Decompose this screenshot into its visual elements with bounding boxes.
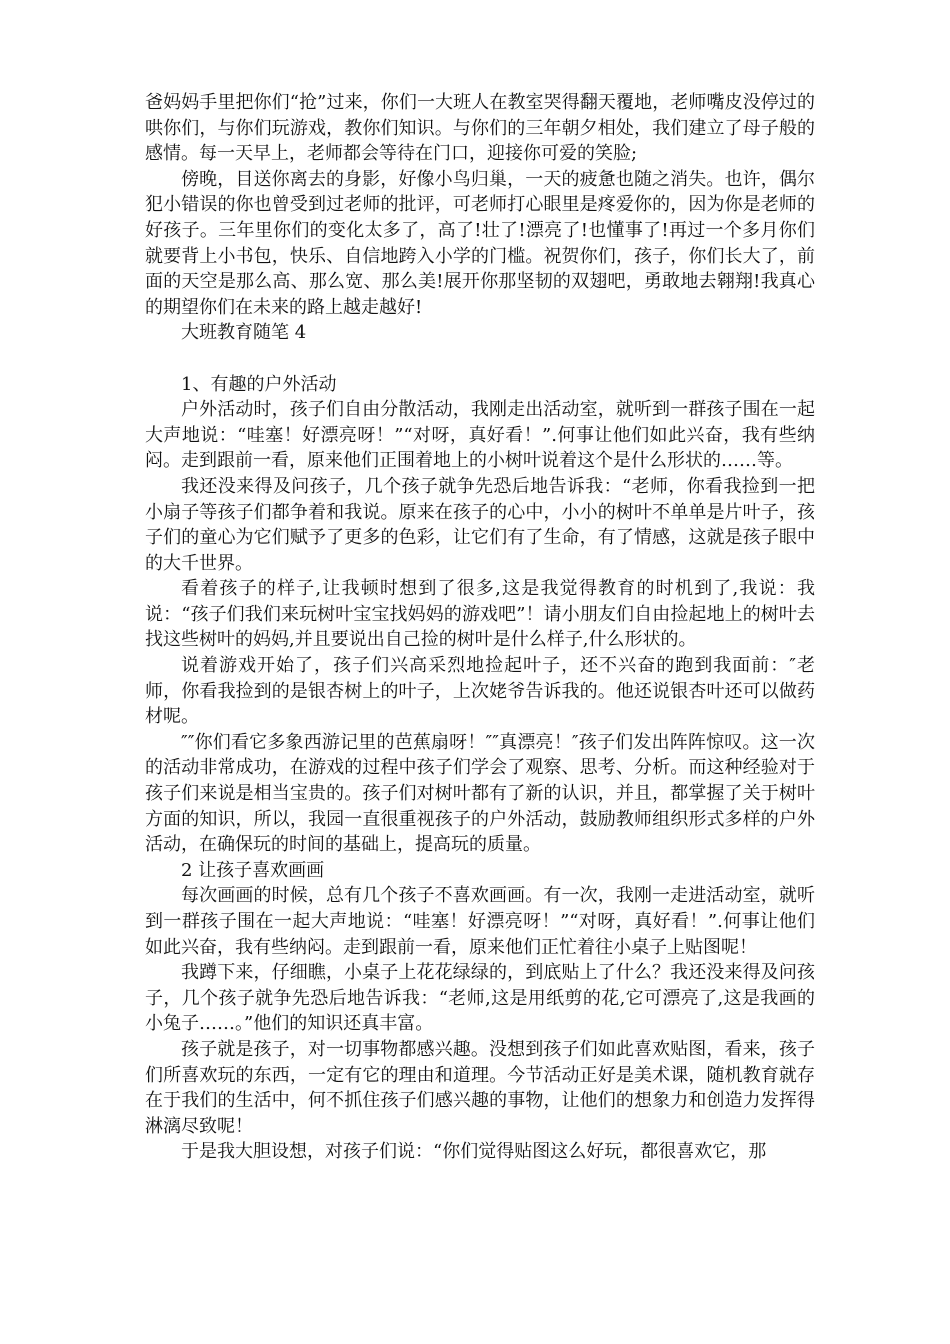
- section-heading: 1、有趣的户外活动: [181, 373, 337, 395]
- paragraph: 孩子就是孩子，对一切事物都感兴趣。没想到孩子们如此喜欢贴图，看来，孩子们所喜欢玩的东西，一定有它的理由和道理。今节活动正好是美术课，随机教育就存在于我们的生活中，何不抓住孩子们感兴趣的事物，让他们的想象力和创造力发挥得淋漓尽致呢！: [145, 1038, 815, 1137]
- blank-line: [145, 346, 815, 372]
- paragraph: 我还没来得及问孩子，几个孩子就争先恐后地告诉我：“老师，你看我捡到一把小扇子等孩子们都争着和我说。原来在孩子的心中，小小的树叶不单单是片叶子，孩子们的童心为它们赋予了更多的色彩，让它们有了生命，有了情感，这就是孩子眼中的大千世界。: [145, 475, 815, 574]
- paragraph: 说着游戏开始了，孩子们兴高采烈地捡起叶子，还不兴奋的跑到我面前：″老师，你看我捡到的是银杏树上的叶子，上次姥爷告诉我的。他还说银杏叶还可以做药材呢。: [145, 655, 815, 728]
- document-page: [145, 90, 815, 1165]
- paragraph: 户外活动时，孩子们自由分散活动，我刚走出活动室，就听到一群孩子围在一起大声地说：“哇塞！好漂亮呀！”“对呀，真好看！”.何事让他们如此兴奋，我有些纳闷。走到跟前一看，原来他们正围着地上的小树叶说着这个是什么形状的……等。: [145, 399, 815, 472]
- paragraph: 于是我大胆设想，对孩子们说：“你们觉得贴图这么好玩，都很喜欢它，那: [181, 1141, 767, 1163]
- paragraph: 傍晚，目送你离去的身影，好像小鸟归巢，一天的疲惫也随之消失。也许，偶尔犯小错误的你也曾受到过老师的批评，可老师打心眼里是疼爱你的，因为你是老师的好孩子。三年里你们的变化太多了，高了!壮了!漂亮了!也懂事了!再过一个多月你们就要背上小书包，快乐、自信地跨入小学的门槛。祝贺你们，孩子，你们长大了，前面的天空是那么高、那么宽、那么美!展开你那坚韧的双翅吧，勇敢地去翱翔!我真心的期望你们在未来的路上越走越好!: [145, 168, 815, 318]
- section-heading: 2 让孩子喜欢画画: [181, 859, 325, 881]
- section-heading: 大班教育随笔 4: [181, 322, 307, 344]
- paragraph: 每次画画的时候，总有几个孩子不喜欢画画。有一次，我刚一走进活动室，就听到一群孩子围在一起大声地说：“哇塞！好漂亮呀！”“对呀，真好看！”.何事让他们如此兴奋，我有些纳闷。走到跟前一看，原来他们正忙着往小桌子上贴图呢！: [145, 885, 815, 958]
- paragraph: 爸妈妈手里把你们“抢”过来，你们一大班人在教室哭得翻天覆地，老师嘴皮没停过的哄你们，与你们玩游戏，教你们知识。与你们的三年朝夕相处，我们建立了母子般的感情。每一天早上，老师都会等待在门口，迎接你可爱的笑脸;: [145, 92, 815, 165]
- paragraph: ″″你们看它多象西游记里的芭蕉扇呀！″″真漂亮！″孩子们发出阵阵惊叹。这一次的活动非常成功，在游戏的过程中孩子们学会了观察、思考、分析。而这种经验对于孩子们来说是相当宝贵的。孩子们对树叶都有了新的认识，并且，都掌握了关于树叶方面的知识，所以，我园一直很重视孩子的户外活动，鼓励教师组织形式多样的户外活动，在确保玩的时间的基础上，提高玩的质量。: [145, 731, 815, 856]
- paragraph: 我蹲下来，仔细瞧，小桌子上花花绿绿的，到底贴上了什么？我还没来得及问孩子，几个孩子就争先恐后地告诉我：“老师,这是用纸剪的花,它可漂亮了,这是我画的小兔子……。”他们的知识还真丰富。: [145, 962, 815, 1035]
- paragraph: 看着孩子的样子,让我顿时想到了很多,这是我觉得教育的时机到了,我说：我说：“孩子们我们来玩树叶宝宝找妈妈的游戏吧”！请小朋友们自由捡起地上的树叶去找这些树叶的妈妈,并且要说出自己捡的树叶是什么样子,什么形状的。: [145, 578, 815, 651]
